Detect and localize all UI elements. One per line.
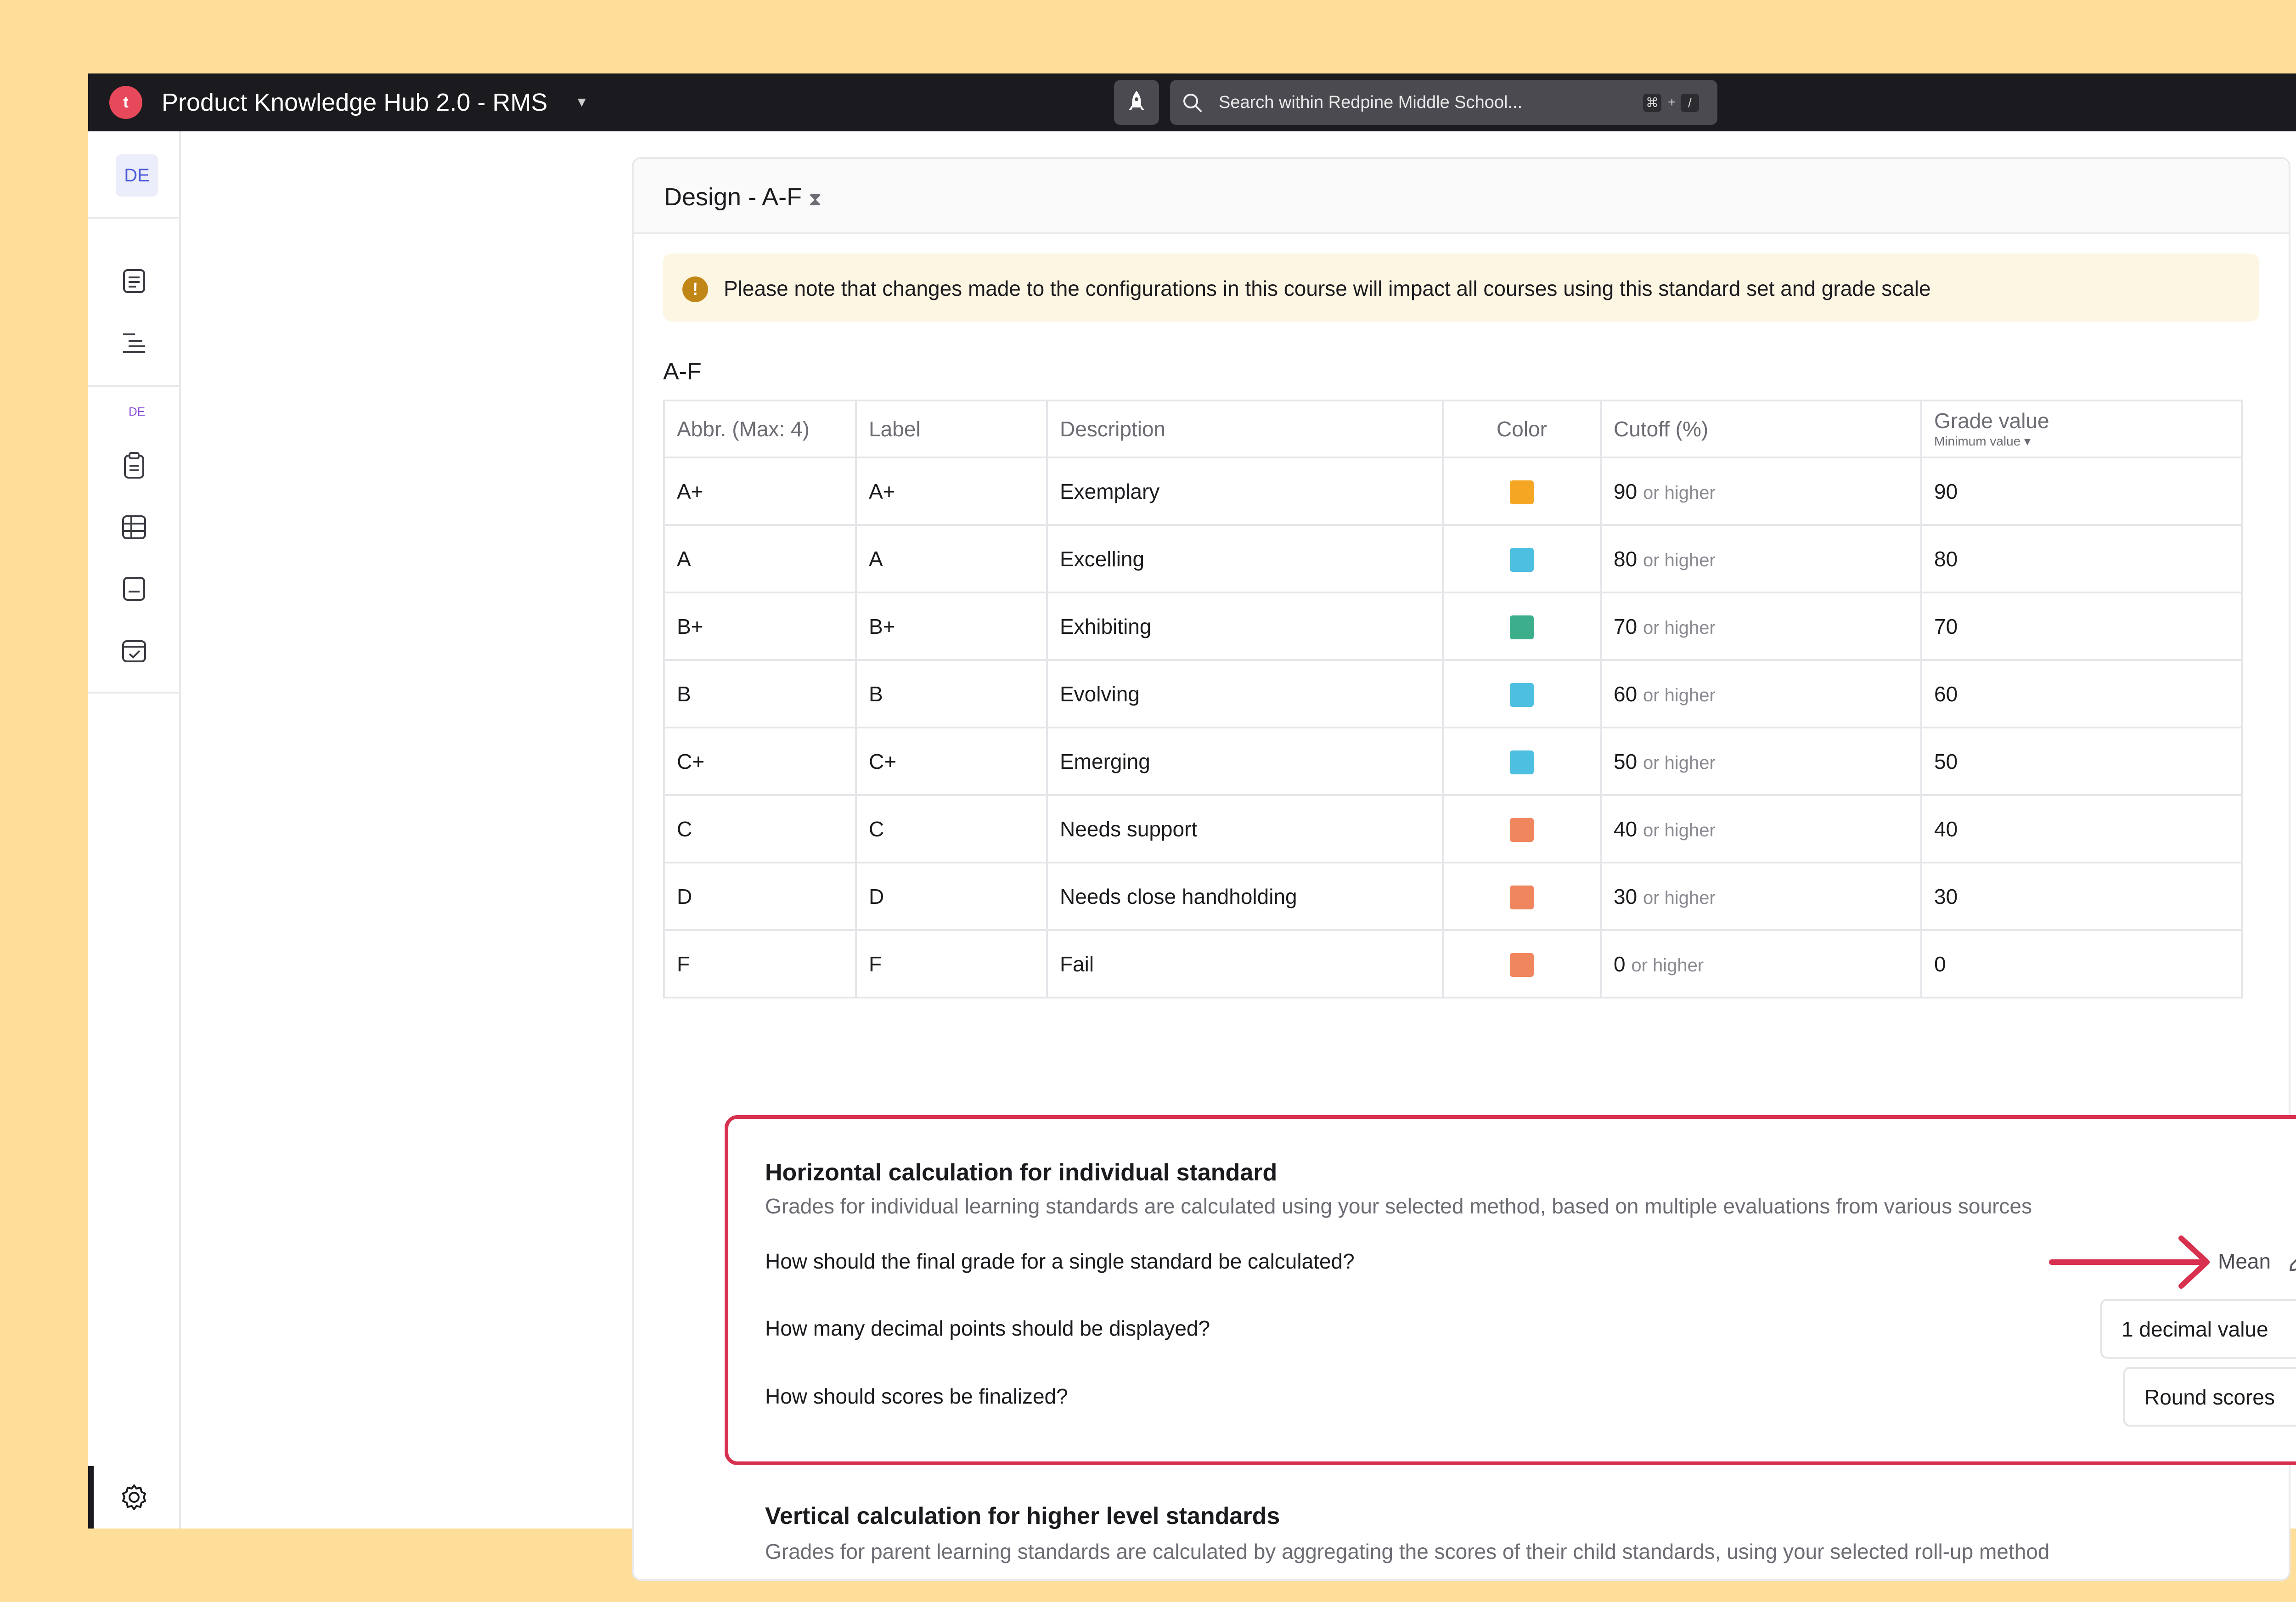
vertical-calculation-subtitle: Grades for parent learning standards are calculated by aggregating the scores of their child standards, using your selected roll-up method <box>765 1540 2050 1563</box>
table-row <box>664 728 2242 795</box>
decimal-points-select[interactable] <box>2100 1299 2296 1359</box>
cutoff-suffix: or higher <box>1643 820 1716 840</box>
table-row <box>664 863 2242 930</box>
left-rail <box>88 131 181 1529</box>
cutoff-value: 30 <box>1614 884 1638 908</box>
cell-color[interactable] <box>1443 863 1601 930</box>
cell-label[interactable]: A <box>856 525 1047 592</box>
cutoff-value: 50 <box>1614 749 1638 773</box>
column-header-cutoff: Cutoff (%) <box>1601 400 1921 457</box>
gear-icon[interactable] <box>119 1483 149 1512</box>
annotation-arrow <box>2050 1235 2215 1290</box>
decimal-points-value: 1 decimal value <box>2122 1317 2268 1341</box>
color-swatch[interactable] <box>1510 548 1534 572</box>
cell-abbr[interactable]: F <box>664 930 856 998</box>
app-logo[interactable]: t <box>109 86 142 119</box>
search-bar[interactable] <box>1170 80 1717 125</box>
scale-title: A-F <box>663 358 702 385</box>
color-swatch[interactable] <box>1510 683 1534 707</box>
cutoff-value: 90 <box>1614 479 1638 503</box>
hierarchy-list-icon[interactable] <box>119 328 149 357</box>
table-row <box>664 457 2242 525</box>
cell-color[interactable] <box>1443 660 1601 728</box>
grade-value-heading: Grade value <box>1934 409 2049 433</box>
cell-grade-value[interactable]: 50 <box>1921 728 2242 795</box>
vertical-calculation-title: Vertical calculation for higher level standards <box>765 1503 1280 1529</box>
color-swatch[interactable] <box>1510 750 1534 774</box>
exclamation-icon: ! <box>682 276 708 302</box>
cell-grade-value[interactable]: 80 <box>1921 525 2242 592</box>
cell-grade-value[interactable]: 40 <box>1921 795 2242 863</box>
cell-color[interactable] <box>1443 457 1601 525</box>
cell-grade-value[interactable]: 0 <box>1921 930 2242 998</box>
color-swatch[interactable] <box>1510 886 1534 909</box>
cell-description[interactable]: Needs support <box>1047 795 1443 863</box>
shortcut-key: ⌘ <box>1643 94 1661 112</box>
cell-cutoff[interactable] <box>1601 863 1921 930</box>
cutoff-value: 40 <box>1614 817 1638 841</box>
report-icon[interactable] <box>119 574 149 604</box>
active-indicator <box>88 1466 94 1529</box>
search-icon <box>1182 92 1203 113</box>
card-title <box>664 182 822 214</box>
cell-abbr[interactable]: B+ <box>664 592 856 660</box>
cell-cutoff[interactable] <box>1601 525 1921 592</box>
search-input[interactable]: Search within Redpine Middle School... <box>1219 93 1523 112</box>
cell-grade-value[interactable]: 30 <box>1921 863 2242 930</box>
app-window <box>88 73 2296 1563</box>
calculation-method-value: Mean <box>2218 1249 2271 1273</box>
grade-value-sub-label: Minimum value <box>1934 434 2021 448</box>
cell-abbr[interactable]: D <box>664 863 856 930</box>
table-row <box>664 660 2242 728</box>
cell-cutoff[interactable] <box>1601 930 1921 998</box>
cutoff-suffix: or higher <box>1643 482 1716 503</box>
cutoff-suffix: or higher <box>1643 550 1716 570</box>
column-header-description: Description <box>1047 400 1443 457</box>
color-swatch[interactable] <box>1510 615 1534 639</box>
top-bar <box>88 73 2296 131</box>
column-header-grade-value[interactable] <box>1921 400 2242 457</box>
cutoff-suffix: or higher <box>1643 685 1716 705</box>
document-list-icon[interactable] <box>119 266 149 296</box>
question-decimal-points: How many decimal points should be displayed? <box>765 1316 1210 1340</box>
cell-cutoff[interactable] <box>1601 660 1921 728</box>
section-subtitle: Grades for individual learning standards are calculated using your selected method, based on multiple evaluations from various sources <box>765 1194 2032 1218</box>
question-score-finalization: How should scores be finalized? <box>765 1384 1068 1408</box>
shortcut-plus: + <box>1668 95 1676 110</box>
cell-color[interactable] <box>1443 728 1601 795</box>
cutoff-value: 80 <box>1614 547 1638 571</box>
cell-label[interactable]: B+ <box>856 592 1047 660</box>
cutoff-value: 0 <box>1614 952 1626 976</box>
cutoff-suffix: or higher <box>1631 955 1704 976</box>
score-finalization-value: Round scores <box>2144 1385 2275 1409</box>
card-header <box>634 159 2289 234</box>
cell-label[interactable]: A+ <box>856 457 1047 525</box>
cell-label[interactable]: B <box>856 660 1047 728</box>
clipboard-icon[interactable] <box>119 451 149 480</box>
cell-grade-value[interactable]: 90 <box>1921 457 2242 525</box>
cell-description[interactable]: Evolving <box>1047 660 1443 728</box>
cell-abbr[interactable]: C+ <box>664 728 856 795</box>
section-title: Horizontal calculation for individual standard <box>765 1159 1277 1186</box>
warning-notice <box>663 254 2259 322</box>
cell-description[interactable]: Excelling <box>1047 525 1443 592</box>
hourglass-icon: ⧗ <box>809 189 822 209</box>
table-row <box>664 795 2242 863</box>
color-swatch[interactable] <box>1510 953 1534 977</box>
calendar-check-icon[interactable] <box>119 636 149 665</box>
cell-color[interactable] <box>1443 592 1601 660</box>
cell-abbr[interactable]: B <box>664 660 856 728</box>
cell-description[interactable]: Emerging <box>1047 728 1443 795</box>
table-row <box>664 592 2242 660</box>
color-swatch[interactable] <box>1510 818 1534 842</box>
chevron-down-icon[interactable]: ▼ <box>575 95 589 110</box>
cell-color[interactable] <box>1443 525 1601 592</box>
card-title-text: Design - A-F <box>664 183 802 211</box>
cell-grade-value[interactable]: 60 <box>1921 660 2242 728</box>
cutoff-value: 70 <box>1614 614 1638 638</box>
cell-abbr[interactable]: C <box>664 795 856 863</box>
notice-text: Please note that changes made to the configurations in this course will impact all courses using this standard set and grade scale <box>724 276 1931 300</box>
divider <box>88 385 181 387</box>
table-row <box>664 525 2242 592</box>
column-header-color: Color <box>1443 400 1601 457</box>
cell-grade-value[interactable]: 70 <box>1921 592 2242 660</box>
rocket-button[interactable] <box>1114 80 1159 125</box>
divider <box>88 217 181 219</box>
cutoff-suffix: or higher <box>1643 752 1716 773</box>
cell-cutoff[interactable] <box>1601 728 1921 795</box>
cell-cutoff[interactable] <box>1601 795 1921 863</box>
cell-abbr[interactable]: A+ <box>664 457 856 525</box>
rocket-icon <box>1124 89 1149 117</box>
cell-label[interactable]: C+ <box>856 728 1047 795</box>
horizontal-calculation-section <box>725 1115 2296 1465</box>
cell-label[interactable]: F <box>856 930 1047 998</box>
table-header-row <box>664 400 2242 457</box>
cell-cutoff[interactable] <box>1601 592 1921 660</box>
course-badge[interactable]: DE <box>116 154 158 197</box>
score-finalization-select[interactable] <box>2123 1367 2296 1427</box>
cutoff-value: 60 <box>1614 682 1638 706</box>
cutoff-suffix: or higher <box>1643 887 1716 908</box>
cell-description[interactable]: Needs close handholding <box>1047 863 1443 930</box>
app-title[interactable]: Product Knowledge Hub 2.0 - RMS <box>162 89 548 116</box>
cutoff-suffix: or higher <box>1643 617 1716 638</box>
cell-description[interactable]: Exhibiting <box>1047 592 1443 660</box>
grade-value-dropdown[interactable]: Minimum value ▾ <box>1934 434 2031 448</box>
grade-scale-table <box>663 400 2243 998</box>
cell-description[interactable]: Exemplary <box>1047 457 1443 525</box>
cell-color[interactable] <box>1443 930 1601 998</box>
cell-label[interactable]: D <box>856 863 1047 930</box>
pencil-icon[interactable] <box>2287 1248 2296 1274</box>
cell-cutoff[interactable] <box>1601 457 1921 525</box>
shortcut-key: / <box>1681 94 1699 112</box>
cell-label[interactable]: C <box>856 795 1047 863</box>
cell-color[interactable] <box>1443 795 1601 863</box>
cell-abbr[interactable]: A <box>664 525 856 592</box>
question-calculation-method: How should the final grade for a single standard be calculated? <box>765 1249 1355 1273</box>
column-header-abbr: Abbr. (Max: 4) <box>664 400 856 457</box>
color-swatch[interactable] <box>1510 480 1534 504</box>
cell-description[interactable]: Fail <box>1047 930 1443 998</box>
table-row <box>664 930 2242 998</box>
column-header-label: Label <box>856 400 1047 457</box>
grid-table-icon[interactable] <box>119 513 149 542</box>
sub-course-badge[interactable]: DE <box>128 405 146 418</box>
divider <box>88 692 181 694</box>
